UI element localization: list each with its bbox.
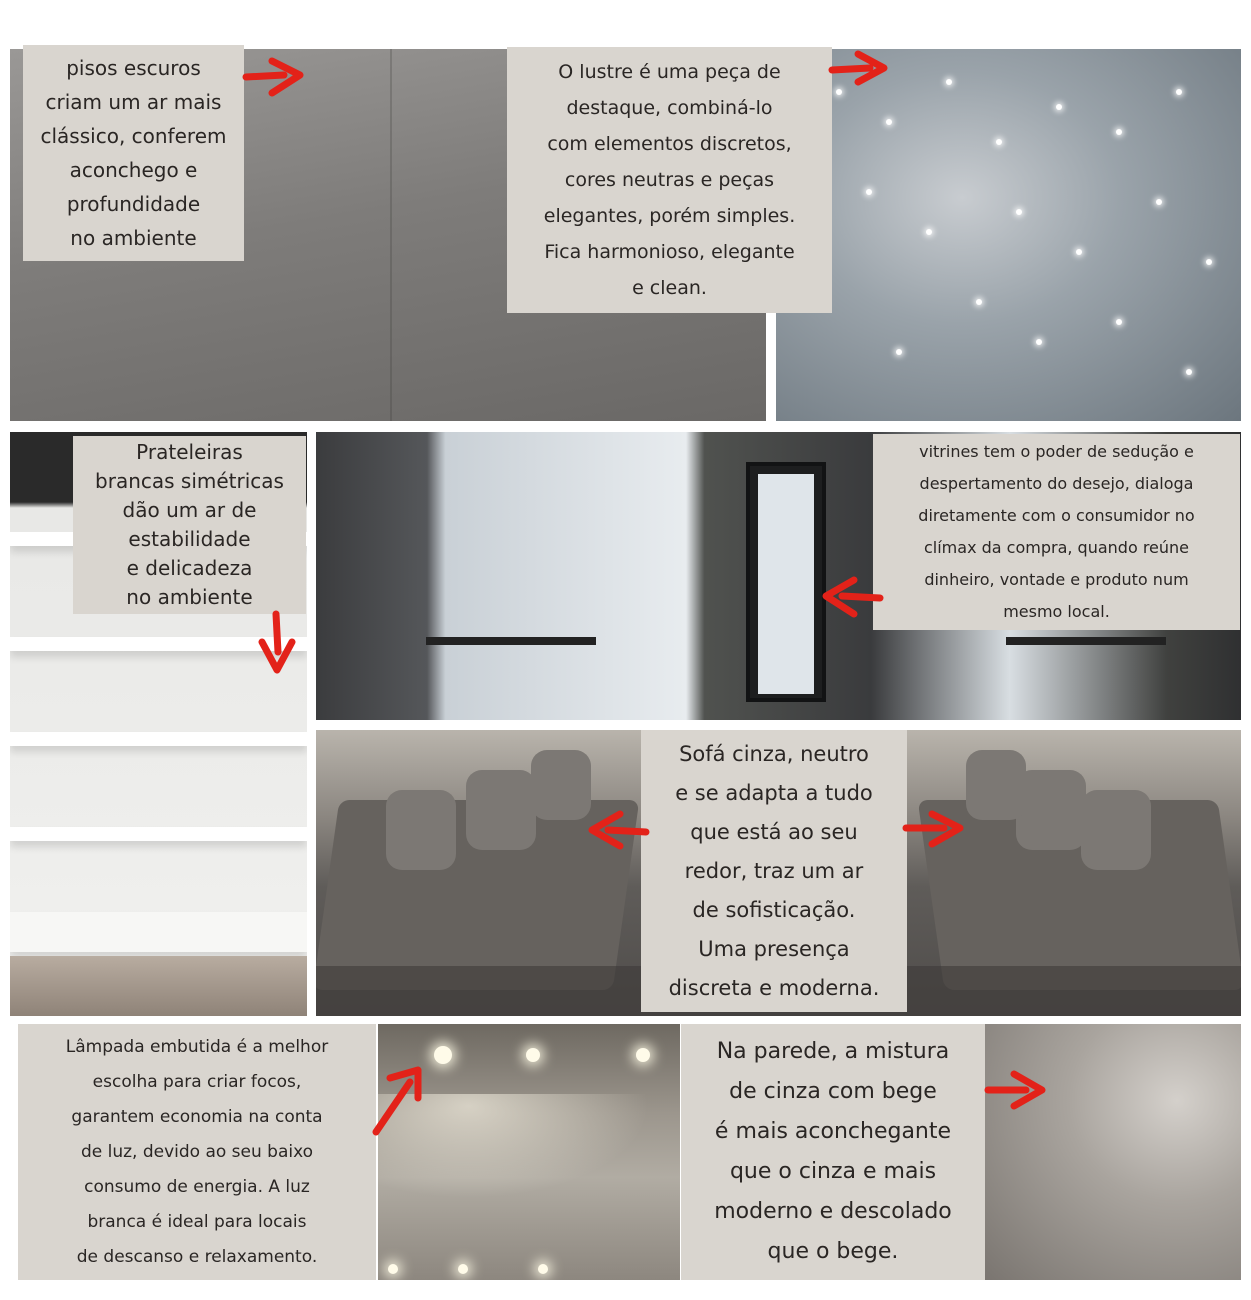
recessed-lighting-photo — [378, 1024, 680, 1280]
sofa-caption: Sofá cinza, neutro e se adapta a tudo que está ao seu redor, traz um ar de sofisticação. Uma presença discreta e moderna. — [641, 730, 907, 1012]
red-arrow-icon — [904, 806, 968, 852]
wall-caption: Na parede, a mistura de cinza com bege é mais aconchegante que o cinza e mais moderno e descolado que o bege. — [681, 1024, 985, 1280]
shelves-caption: Prateleiras brancas simétricas dão um ar de estabilidade e delicadeza no ambiente — [73, 436, 306, 614]
floor-caption: pisos escuros criam um ar mais clássico, conferem aconchego e profundidade no ambiente — [23, 45, 244, 261]
red-arrow-icon — [254, 612, 300, 676]
red-arrow-icon — [372, 1066, 428, 1136]
red-arrow-icon — [584, 806, 648, 852]
chandelier-caption: O lustre é uma peça de destaque, combiná-lo com elementos discretos, cores neutras e peças elegantes, porém simples. Fica harmonioso, elegante e clean. — [507, 47, 832, 313]
red-arrow-icon — [986, 1068, 1050, 1114]
wall-texture-photo — [985, 1024, 1241, 1280]
red-arrow-icon — [830, 48, 894, 94]
storefront-caption: vitrines tem o poder de sedução e despertamento do desejo, dialoga diretamente com o consumidor no clímax da compra, quando reúne dinheiro, vontade e produto num mesmo local. — [873, 434, 1240, 630]
chandelier-photo — [776, 49, 1241, 421]
lamp-caption: Lâmpada embutida é a melhor escolha para criar focos, garantem economia na conta de luz, devido ao seu baixo consumo de energia. A luz branca é ideal para locais de descanso e relaxamento. — [18, 1024, 376, 1280]
red-arrow-icon — [244, 55, 308, 101]
red-arrow-icon — [818, 574, 882, 620]
